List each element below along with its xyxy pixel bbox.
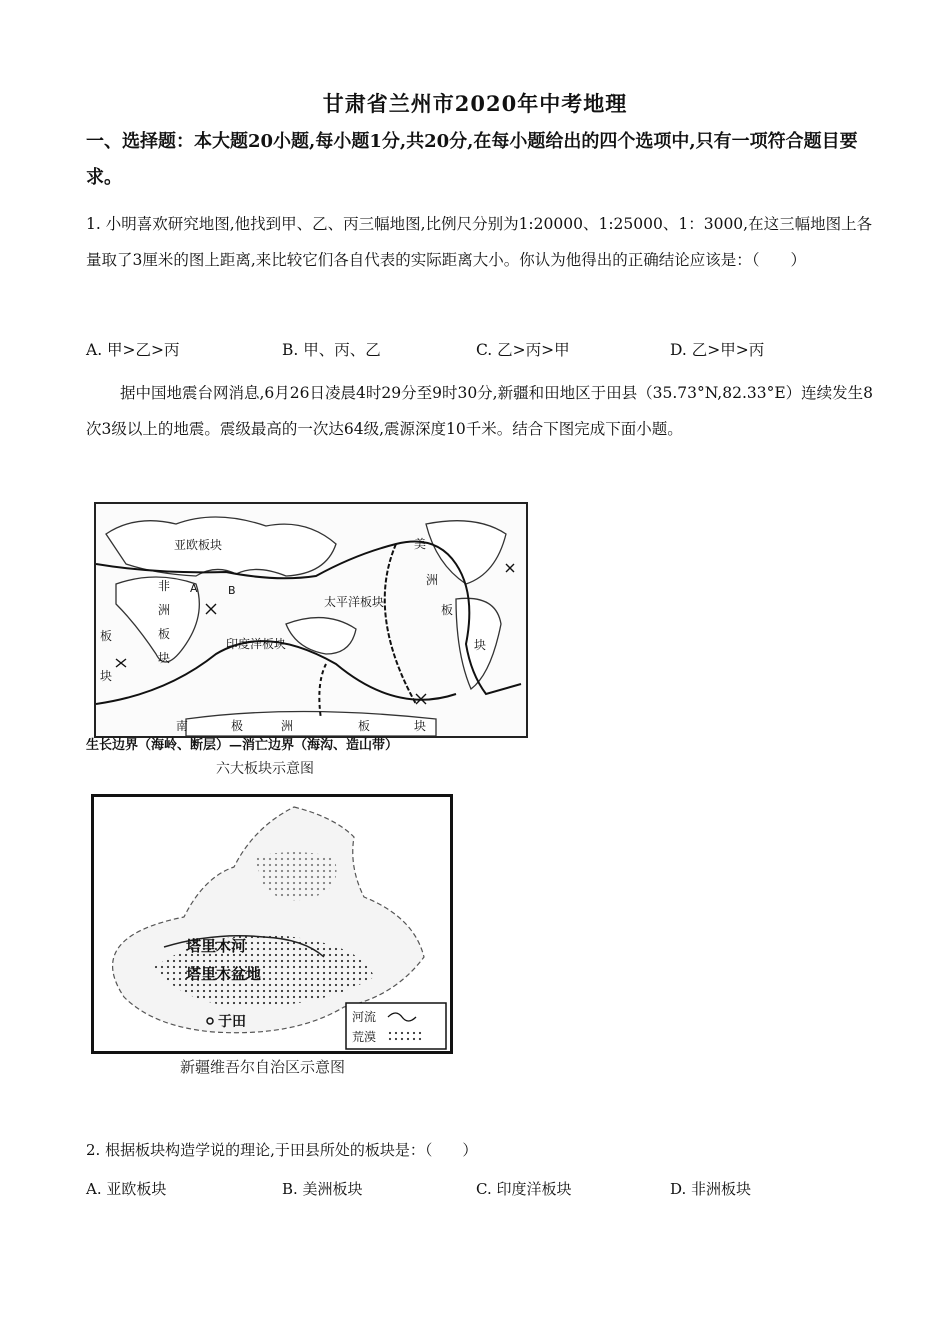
legend-river: 河流 [352, 1010, 377, 1024]
plate-map [94, 502, 528, 738]
xinjiang-map-figure [94, 797, 450, 1051]
question-2-stem: 2. 根据板块构造学说的理论,于田县所处的板块是：（ ） [86, 1141, 478, 1159]
section-heading: 一、选择题：本大题20小题,每小题1分,共20分,在每小题给出的四个选项中,只有一项符合题目要求。 [86, 131, 858, 188]
plate-map-caption: 六大板块示意图 [216, 761, 314, 777]
q2-option-a[interactable]: A. 亚欧板块 [86, 1180, 167, 1198]
label-antarctic-1: 南 [176, 719, 189, 733]
q2-option-b[interactable]: B. 美洲板块 [282, 1180, 363, 1198]
question-1-stem: 1. 小明喜欢研究地图,他找到甲、乙、丙三幅地图,比例尺分别为1:20000、1:25000、1：3000,在这三幅地图上各量取了3厘米的图上距离,来比较它们各自代表的实际距离大小。你认为他得出的正确结论应该是：（ ） [86, 215, 873, 269]
label-antarctic-4: 板 [358, 719, 371, 733]
label-left-plate-1: 板 [100, 629, 113, 643]
label-left-plate-2: 块 [100, 669, 113, 683]
label-america-1: 美 [414, 537, 427, 551]
page-title: 甘肃省兰州市2020年中考地理 [322, 91, 628, 116]
label-tarim-basin: 塔里木盆地 [186, 965, 262, 983]
q1-option-a[interactable]: A. 甲>乙>丙 [86, 341, 180, 359]
label-yutian: 于田 [218, 1014, 246, 1030]
point-b: B [228, 584, 236, 597]
label-africa-4: 块 [158, 651, 171, 665]
legend-desert: 荒漠 [352, 1030, 377, 1044]
label-africa-3: 板 [158, 627, 171, 641]
label-america-3: 板 [441, 603, 454, 617]
label-antarctic-2: 极 [231, 719, 244, 733]
q1-option-d[interactable]: D. 乙>甲>丙 [670, 341, 765, 359]
label-antarctic-3: 洲 [281, 719, 294, 733]
label-tarim-river: 塔里木河 [186, 937, 247, 955]
q1-option-b[interactable]: B. 甲、丙、乙 [282, 341, 381, 359]
q2-option-c[interactable]: C. 印度洋板块 [476, 1180, 572, 1198]
plate-map-figure [96, 504, 526, 736]
passage: 据中国地震台网消息,6月26日凌晨4时29分至9时30分,新疆和田地区于田县（35.73°N,82.33°E）连续发生8次3级以上的地震。震级最高的一次达64级,震源深度10千米。结合下图完成下面小题。 [86, 384, 874, 438]
label-africa-2: 洲 [158, 603, 171, 617]
label-america-2: 洲 [426, 573, 439, 587]
xinjiang-map [91, 794, 453, 1054]
legend-desert-symbol [386, 1031, 422, 1043]
q1-option-c[interactable]: C. 乙>丙>甲 [476, 341, 570, 359]
label-eurasia-plate: 亚欧板块 [174, 538, 223, 552]
label-indian-plate: 印度洋板块 [226, 637, 287, 651]
label-america-4: 块 [474, 638, 487, 652]
label-africa-1: 非 [158, 579, 171, 593]
label-antarctic-5: 块 [414, 719, 427, 733]
point-a: A [190, 582, 198, 595]
plate-map-legend: 生长边界（海岭、断层）—消亡边界（海沟、造山带） [86, 738, 399, 753]
label-pacific-plate: 太平洋板块 [324, 595, 385, 609]
xinjiang-map-caption: 新疆维吾尔自治区示意图 [180, 1058, 346, 1076]
q2-option-d[interactable]: D. 非洲板块 [670, 1180, 752, 1198]
